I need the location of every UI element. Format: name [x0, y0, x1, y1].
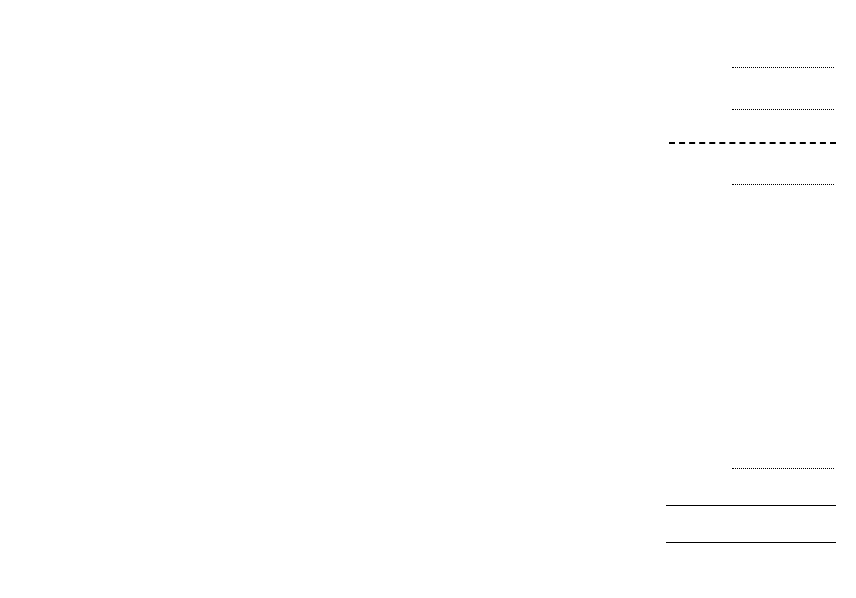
spiel-nr-line: [732, 67, 834, 68]
dashed-divider: [669, 142, 836, 144]
sieger-line: [732, 109, 834, 110]
spiele-line: [732, 184, 834, 185]
datum-line: [732, 468, 834, 469]
captain-away-line: [666, 542, 836, 543]
captain-home-line: [666, 505, 836, 506]
